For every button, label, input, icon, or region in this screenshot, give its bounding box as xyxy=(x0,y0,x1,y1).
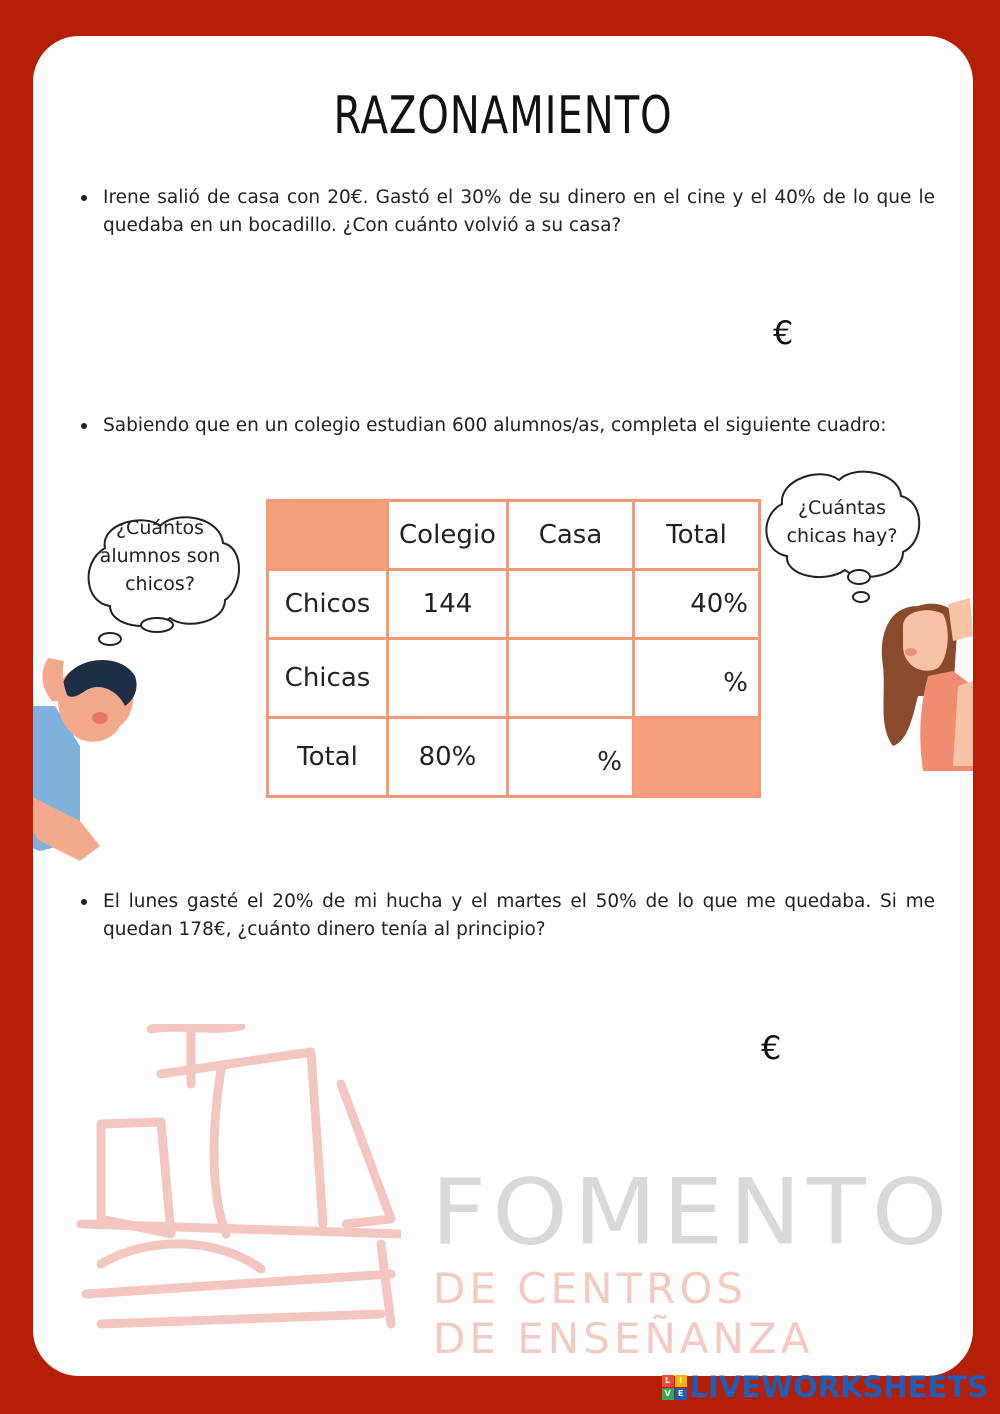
question-3: El lunes gasté el 20% de mi hucha y el martes el 50% de lo que me quedaba. Si me quedan 178€, ¿cuánto dinero tenía al principio? xyxy=(103,888,935,944)
live-icon-letter: I xyxy=(675,1375,687,1387)
live-icon-letter: V xyxy=(662,1388,674,1400)
table-row xyxy=(268,639,760,718)
cell-chicos-casa-input[interactable] xyxy=(508,570,634,639)
thought-bubble-right xyxy=(757,464,927,584)
question-2: Sabiendo que en un colegio estudian 600 alumnos/as, completa el siguiente cuadro: xyxy=(103,412,935,440)
bubble-right-line-2: chicas hay? xyxy=(786,525,898,547)
answer-1-unit: € xyxy=(773,314,794,352)
cell-chicos-colegio: 144 xyxy=(388,570,508,639)
watermark-fomento: FOMENTO xyxy=(431,1158,954,1266)
table-row xyxy=(268,570,760,639)
live-grid-icon xyxy=(662,1375,687,1400)
bubble-left-line-3: chicos? xyxy=(125,573,195,595)
cell-total-casa-input[interactable]: % xyxy=(508,718,634,797)
ship-logo-watermark xyxy=(61,1024,401,1344)
page-title: RAZONAMIENTO xyxy=(333,86,673,146)
cell-total-total xyxy=(634,718,760,797)
thought-bubble-left xyxy=(75,508,245,638)
header-total: Total xyxy=(634,501,760,570)
thought-dot-icon xyxy=(843,566,873,606)
answer-3-unit: € xyxy=(761,1029,782,1067)
cell-chicos-total: 40% xyxy=(634,570,760,639)
liveworksheets-logo[interactable] xyxy=(662,1370,988,1404)
cell-chicas-colegio-input[interactable] xyxy=(388,639,508,718)
worksheet-page xyxy=(33,36,973,1376)
watermark-de-ensenanza: DE ENSEÑANZA xyxy=(433,1314,814,1363)
boy-illustration xyxy=(33,646,180,876)
question-1: Irene salió de casa con 20€. Gastó el 30% de su dinero en el cine y el 40% de lo que le quedaba en un bocadillo. ¿Con cuánto volvió a su casa? xyxy=(103,184,935,240)
header-colegio: Colegio xyxy=(388,501,508,570)
table-header-row xyxy=(268,501,760,570)
watermark-de-centros: DE CENTROS xyxy=(433,1264,748,1313)
bubble-left-line-2: alumnos son xyxy=(99,545,221,567)
liveworksheets-text: LIVEWORKSHEETS xyxy=(689,1370,988,1404)
table-row xyxy=(268,718,760,797)
cell-chicas-casa-input[interactable] xyxy=(508,639,634,718)
girl-illustration xyxy=(878,596,973,771)
bubble-right-line-1: ¿Cuántas xyxy=(797,497,887,519)
header-casa: Casa xyxy=(508,501,634,570)
students-table xyxy=(266,499,761,798)
bubble-left-line-1: ¿Cuántos xyxy=(115,517,205,539)
table-corner-cell xyxy=(268,501,388,570)
cell-chicas-total-input[interactable]: % xyxy=(634,639,760,718)
row-label: Chicas xyxy=(268,639,388,718)
row-label: Total xyxy=(268,718,388,797)
row-label: Chicos xyxy=(268,570,388,639)
live-icon-letter: E xyxy=(675,1388,687,1400)
cell-total-colegio: 80% xyxy=(388,718,508,797)
live-icon-letter: L xyxy=(662,1375,674,1387)
